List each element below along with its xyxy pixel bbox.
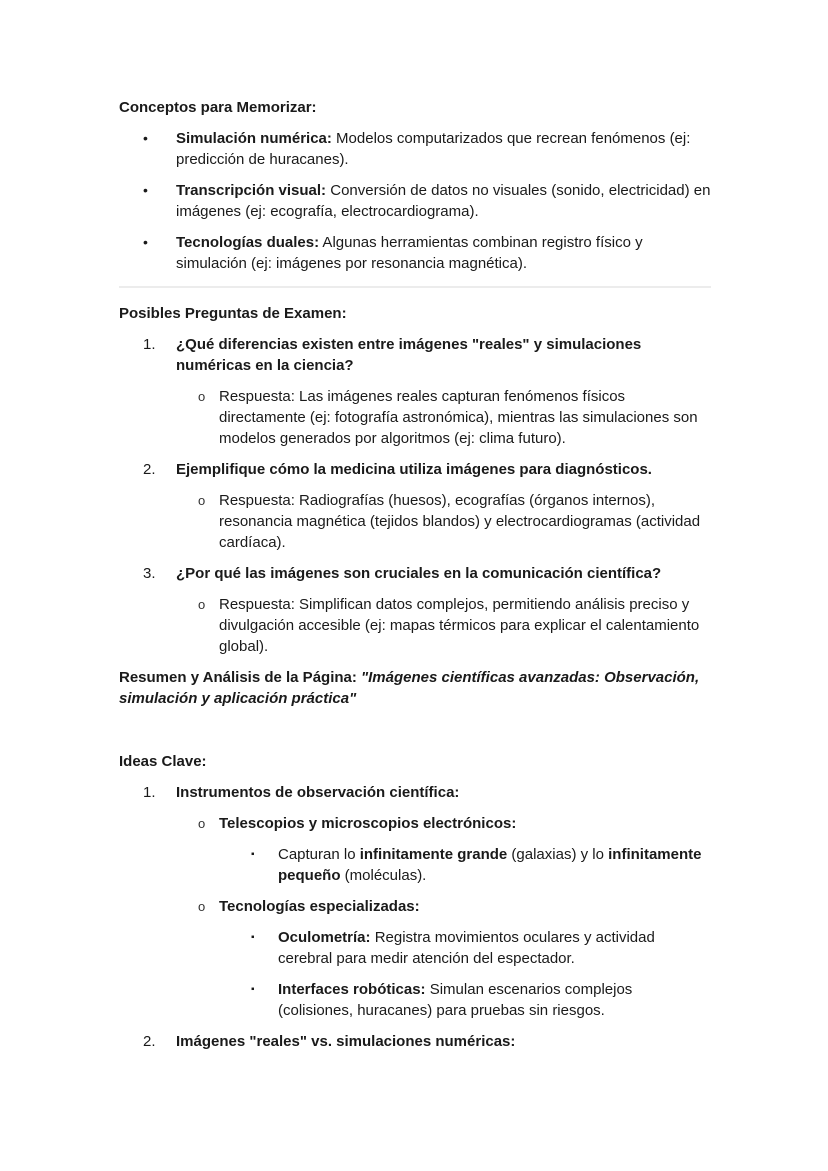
square-marker: ▪ [251, 984, 255, 995]
text-run: Respuesta: Radiografías (huesos), ecografías (órganos internos), resonancia magnética (tejidos blandos) y electrocardiogramas (actividad cardíaca). [219, 492, 701, 551]
circle-marker: o [198, 493, 206, 508]
text-run: Conversión de datos no visuales (sonido, electricidad) en imágenes (ej: ecografía, electrocardiograma). [176, 182, 711, 220]
text-run: infinitamente grande [359, 846, 508, 863]
list-number: 3. [143, 565, 156, 582]
text-run: Algunas herramientas combinan registro físico y simulación (ej: imágenes por resonancia magnética). [176, 234, 643, 272]
detail-point-text [278, 927, 711, 969]
answer-text [219, 386, 711, 449]
text-run: Instrumentos de observación científica: [176, 784, 460, 801]
answer-item [119, 386, 711, 449]
sub-idea-text [219, 813, 711, 834]
list-number: 1. [143, 336, 156, 353]
summary-paragraph [119, 667, 711, 709]
text-run: infinitamente pequeño [278, 846, 702, 884]
bullet-marker: • [143, 234, 148, 250]
text-run: Oculometría: [278, 929, 371, 946]
detail-point-text [278, 979, 711, 1021]
bullet-item [119, 180, 711, 222]
detail-point-text [278, 844, 711, 886]
list-number: 1. [143, 784, 156, 801]
bullet-marker: • [143, 130, 148, 146]
text-run: Interfaces robóticas: [278, 981, 426, 998]
text-run: "Imágenes científicas avanzadas: Observación, simulación y aplicación práctica" [119, 669, 700, 707]
detail-point-item [119, 979, 711, 1021]
circle-marker: o [198, 816, 206, 831]
square-marker: ▪ [251, 932, 255, 943]
square-marker: ▪ [251, 849, 255, 860]
text-run: Tecnologías duales: [176, 234, 320, 251]
question-item [119, 563, 711, 584]
bullet-marker: • [143, 182, 148, 198]
text-run: Simulan escenarios complejos (colisiones, huracanes) para pruebas sin riesgos. [278, 981, 633, 1019]
sub-idea-item [119, 896, 711, 917]
text-run: Telescopios y microscopios electrónicos: [219, 815, 517, 832]
circle-marker: o [198, 899, 206, 914]
bullet-item [119, 128, 711, 170]
answer-text [219, 490, 711, 553]
text-run: Registra movimientos oculares y actividad cerebral para medir atención del espectador. [278, 929, 655, 967]
text-run: (moléculas). [340, 867, 427, 884]
text-run: Ejemplifique cómo la medicina utiliza imágenes para diagnósticos. [176, 461, 652, 478]
text-run: Modelos computarizados que recrean fenómenos (ej: predicción de huracanes). [176, 130, 691, 168]
bullet-item-text [176, 180, 711, 222]
key-idea-item [119, 1031, 711, 1052]
text-run: Respuesta: Las imágenes reales capturan fenómenos físicos directamente (ej: fotografía astronómica), mientras las simulaciones son modelos generados por algoritmos (ej: clima futuro). [219, 388, 698, 447]
question-text [176, 563, 711, 584]
question-item [119, 459, 711, 480]
answer-item [119, 490, 711, 553]
list-number: 2. [143, 461, 156, 478]
text-run: Resumen y Análisis de la Página: [119, 669, 362, 686]
sub-idea-item [119, 813, 711, 834]
document-page [119, 97, 711, 1062]
text-run: Respuesta: Simplifican datos complejos, permitiendo análisis preciso y divulgación accesible (ej: mapas térmicos para explicar el calentamiento global). [219, 596, 700, 655]
question-item [119, 334, 711, 376]
text-run: (galaxias) y lo [507, 846, 609, 863]
text-run: Transcripción visual: [176, 182, 327, 199]
section-divider [119, 286, 711, 288]
question-text [176, 459, 711, 480]
bullet-item-text [176, 128, 711, 170]
answer-text [219, 594, 711, 657]
detail-point-item [119, 844, 711, 886]
sub-idea-text [219, 896, 711, 917]
key-idea-text [176, 1031, 711, 1052]
text-run: ¿Qué diferencias existen entre imágenes "reales" y simulaciones numéricas en la ciencia? [176, 336, 642, 374]
circle-marker: o [198, 597, 206, 612]
text-run: Tecnologías especializadas: [219, 898, 420, 915]
answer-item [119, 594, 711, 657]
section-heading-conceptos: Conceptos para Memorizar: [119, 99, 317, 116]
text-run: Capturan lo [278, 846, 360, 863]
bullet-item [119, 232, 711, 274]
text-run: ¿Por qué las imágenes son cruciales en la comunicación científica? [176, 565, 662, 582]
key-idea-item [119, 782, 711, 803]
section-heading-ideas: Ideas Clave: [119, 753, 207, 770]
text-run: Simulación numérica: [176, 130, 332, 147]
detail-point-item [119, 927, 711, 969]
key-idea-text [176, 782, 711, 803]
section-heading-preguntas: Posibles Preguntas de Examen: [119, 305, 347, 322]
text-run: Imágenes "reales" vs. simulaciones numéricas: [176, 1033, 516, 1050]
bullet-item-text [176, 232, 711, 274]
blank-space [119, 719, 711, 751]
circle-marker: o [198, 389, 206, 404]
list-number: 2. [143, 1033, 156, 1050]
question-text [176, 334, 711, 376]
